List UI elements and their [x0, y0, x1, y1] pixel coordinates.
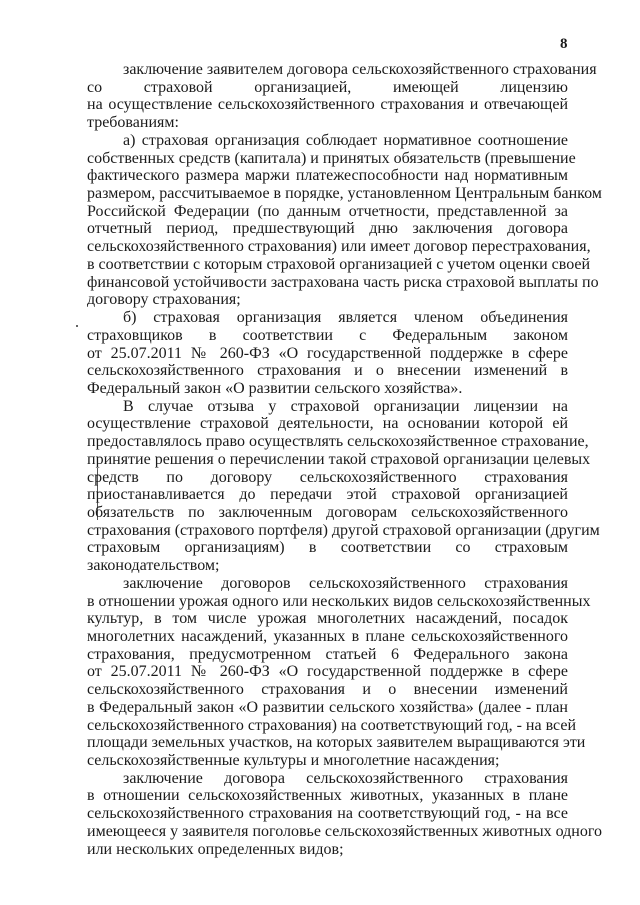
text-line: страхования, предусмотренном статьей 6 Федерального закона [87, 645, 568, 663]
text-line: страховщиков в соответствии с Федеральным законом [87, 326, 568, 344]
text-line: сельскохозяйственные культуры и многолетние насаждения; [87, 752, 500, 770]
paragraph [87, 397, 600, 575]
text-line: страхования (страхового портфеля) другой страховой организации (другим [87, 521, 600, 539]
paragraph [87, 61, 597, 132]
text-line: приостанавливается до передачи этой страховой организацией [87, 486, 568, 504]
text-line: отчетный период, предшествующий дню заключения договора [87, 220, 568, 238]
text-line: сельскохозяйственного страхования на соответствующий год, - на все [87, 805, 568, 823]
text-line: в Федеральный закон «О развитии сельского хозяйства» (далее - план [87, 698, 568, 716]
text-line: культур, в том числе урожая многолетних насаждений, посадок [87, 610, 568, 628]
text-line: сельскохозяйственного страхования) на соответствующий год, - на всей [87, 716, 577, 734]
paragraph [87, 574, 591, 770]
text-line: законодательством; [87, 557, 220, 575]
text-line: требованиям: [87, 114, 179, 132]
text-line: от 25.07.2011 № 260-ФЗ «О государственной поддержке в сфере [87, 663, 568, 681]
text-line: со страховой организацией, имеющей лицензию [87, 78, 568, 96]
text-line: договору страхования; [87, 291, 241, 309]
text-line: осуществление страховой деятельности, на основании которой ей [87, 415, 568, 433]
paragraph [87, 131, 602, 309]
text-line: в отношении урожая одного или нескольких видов сельскохозяйственных [87, 592, 591, 610]
text-line: В случае отзыва у страховой организации лицензии на [123, 397, 568, 415]
text-line: сельскохозяйственного страхования и о внесении изменений в [87, 362, 568, 380]
text-line: имеющееся у заявителя поголовье сельскохозяйственных животных одного [87, 822, 602, 840]
text-line: размером, рассчитываемое в порядке, установленном Центральным банком [87, 185, 602, 203]
text-line: предоставлялось право осуществлять сельскохозяйственное страхование, [87, 433, 589, 451]
paragraph [87, 309, 568, 398]
scan-artifact-dot [76, 325, 78, 327]
text-line: сельскохозяйственного страхования) или имеет договор перестрахования, [87, 238, 591, 256]
text-line: многолетних насаждений, указанных в плане сельскохозяйственного [87, 628, 568, 645]
text-line: сельскохозяйственного страхования и о внесении изменений [87, 681, 568, 699]
text-line: от 25.07.2011 № 260-ФЗ «О государственной поддержке в сфере [87, 344, 568, 362]
text-line: заключение договоров сельскохозяйственного страхования [123, 574, 568, 592]
page-number: 8 [560, 36, 568, 52]
text-line: площади земельных участков, на которых заявителем выращиваются эти [87, 734, 586, 752]
text-line: заключение договора сельскохозяйственного страхования [123, 769, 568, 787]
text-line: или нескольких определенных видов; [87, 840, 344, 858]
text-line: средств по договору сельскохозяйственного страхования [87, 468, 568, 486]
text-line: в отношении сельскохозяйственных животных, указанных в плане [87, 787, 568, 805]
text-line: фактического размера маржи платежеспособности над нормативным [87, 167, 568, 185]
document-body [87, 61, 602, 858]
text-line: в соответствии с которым страховой организацией с учетом оценки своей [87, 255, 591, 273]
text-line: б) страховая организация является членом объединения [123, 309, 568, 327]
text-line: обязательств по заключенным договорам сельскохозяйственного [87, 503, 568, 521]
paragraph [87, 769, 602, 859]
text-line: Российской Федерации (по данным отчетности, представленной за [87, 202, 568, 220]
text-line: заключение заявителем договора сельскохозяйственного страхования [123, 61, 597, 78]
text-line: финансовой устойчивости застрахована часть риска страховой выплаты по [87, 273, 599, 291]
text-line: Федеральный закон «О развитии сельского хозяйства». [87, 379, 463, 397]
text-line: на осуществление сельскохозяйственного страхования и отвечающей [87, 96, 568, 114]
text-line: страховым организациям) в соответствии со страховым [87, 539, 568, 557]
text-line: а) страховая организация соблюдает нормативное соотношение [123, 131, 568, 149]
text-line: собственных средств (капитала) и принятых обязательств (превышение [87, 149, 576, 167]
text-line: принятие решения о перечислении такой страховой организации целевых [87, 450, 591, 468]
